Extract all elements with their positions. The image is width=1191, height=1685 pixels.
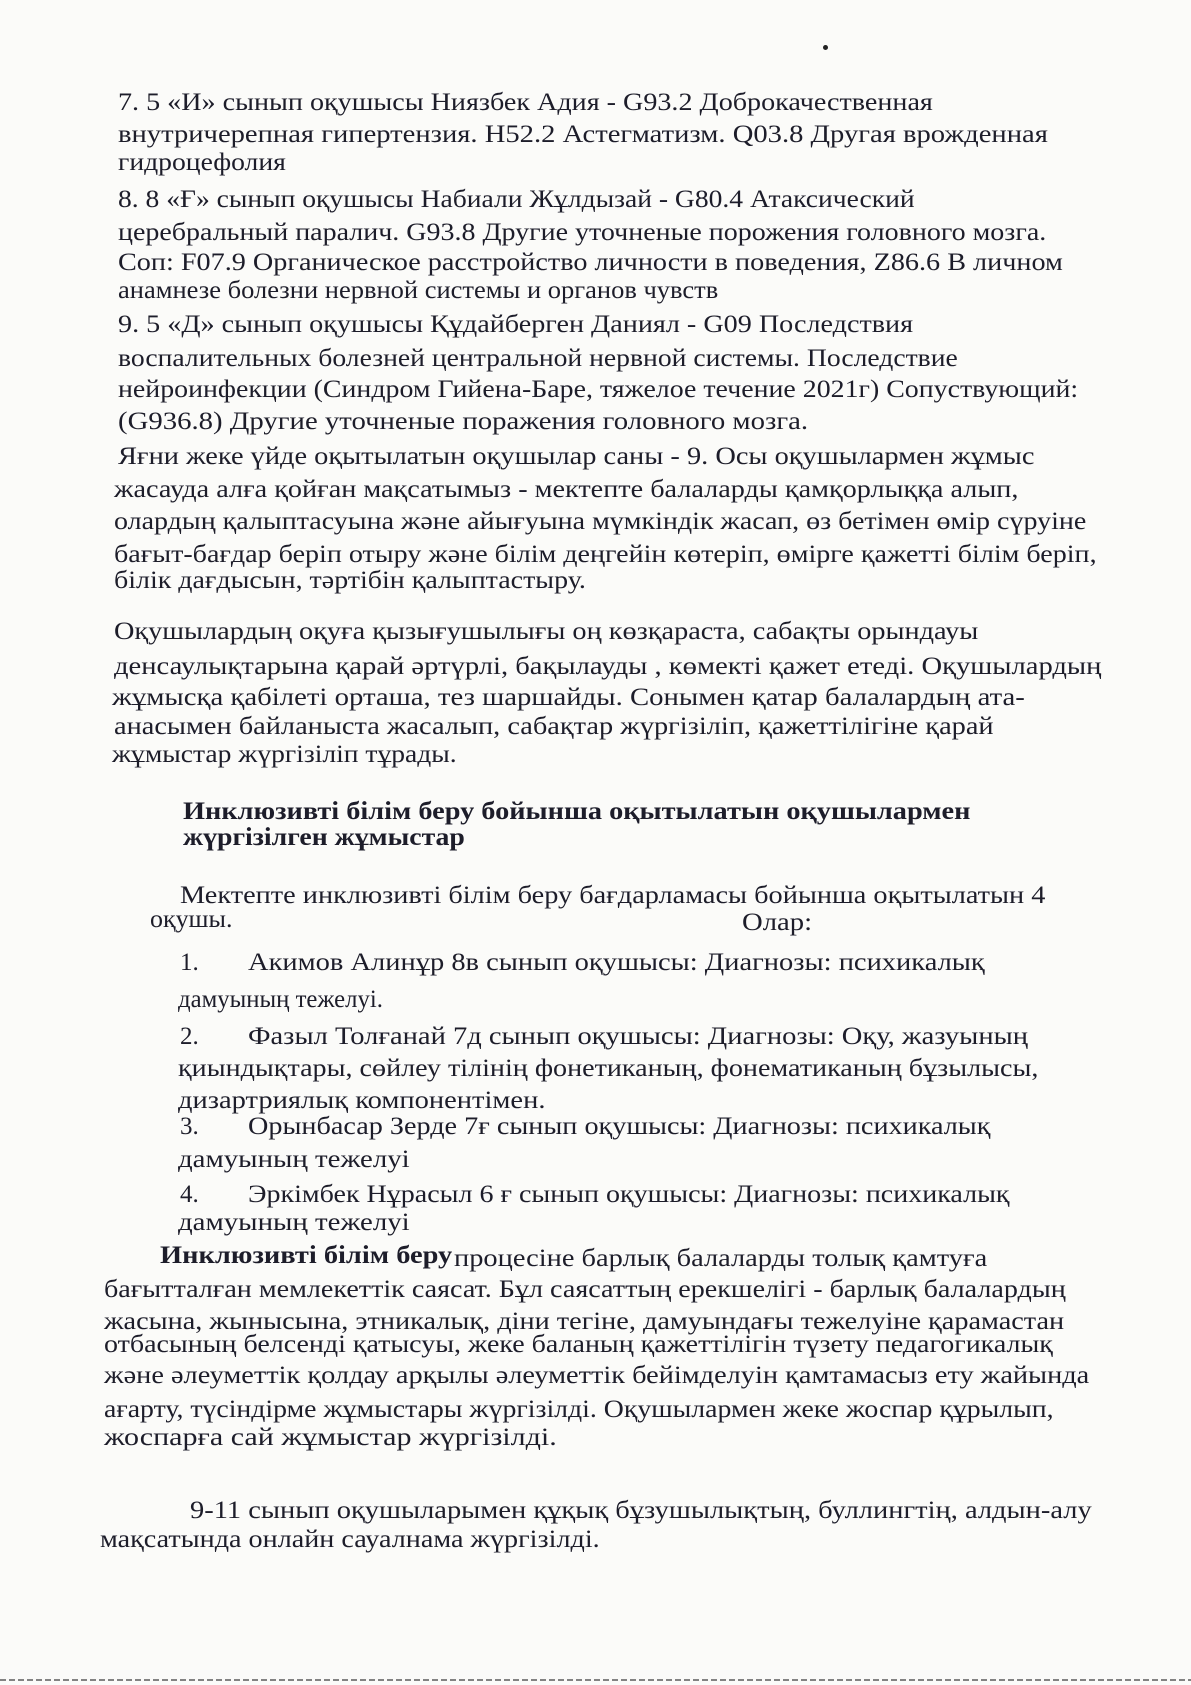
list-item-continuation: дамуының тежелуі. <box>178 986 383 1013</box>
paragraph-item7-line: гидроцефолия <box>118 149 286 176</box>
paragraph-item9-line: воспалительных болезней центральной нервной системы. Последствие <box>118 345 958 372</box>
inclusive-line: жоспарға сай жұмыстар жүргізілді. <box>104 1424 557 1451</box>
paragraph-summary-line: олардың қалыптасуына және айығуына мүмкіндік жасап, өз бетімен өмір сүруіне <box>114 508 1087 535</box>
paragraph-item8-line: 8. 8 «Ғ» сынып оқушысы Набиали Жұлдызай - G80.4 Атаксический <box>118 186 915 213</box>
paragraph-item8-line: церебральный паралич. G93.8 Другие уточненые порожения головного мозга. <box>118 219 1047 246</box>
inclusive-bold-lead: Инклюзивті білім беру <box>160 1242 453 1269</box>
list-item-first-line: Фазыл Толғанай 7д сынып оқушысы: Диагнозы: Оқу, жазуының <box>248 1023 1028 1050</box>
paragraph-item9-line: нейроинфекции (Синдром Гийена-Баре, тяжелое течение 2021г) Сопуствующий: <box>118 376 1079 403</box>
intro-line: оқушы. <box>150 906 233 933</box>
list-number: 2. <box>180 1023 199 1050</box>
paragraph-item8-line: анамнезе болезни нервной системы и органов чувств <box>118 277 719 304</box>
list-item-continuation: дамуының тежелуі <box>178 1209 410 1236</box>
scan-speck <box>823 45 828 50</box>
list-number: 4. <box>180 1181 199 1208</box>
paragraph-interest-line: Оқушылардың оқуға қызығушылығы оң көзқараста, сабақты орындауы <box>114 618 979 645</box>
list-item-continuation: дизартриялық компонентімен. <box>178 1087 546 1114</box>
section-heading-line: Инклюзивті білім беру бойынша оқытылатын оқушылармен <box>183 798 971 825</box>
list-item-continuation: дамуының тежелуі <box>178 1146 410 1173</box>
inclusive-first-line: процесіне барлық балаларды толық қамтуға <box>454 1245 988 1272</box>
intro-olar: Олар: <box>742 909 813 936</box>
paragraph-summary-line: бағыт-бағдар беріп отыру және білім деңгейін көтеріп, өмірге қажетті білім беріп, <box>114 541 1097 568</box>
paragraph-item7-line: внутричерепная гипертензия. H52.2 Астегматизм. Q03.8 Другая врожденная <box>118 121 1048 148</box>
paragraph-item9-line: 9. 5 «Д» сынып оқушысы Құдайберген Даниял - G09 Последствия <box>118 311 914 338</box>
survey-line: 9-11 сынып оқушыларымен құқық бұзушылықтың, буллингтің, алдын-алу <box>190 1497 1092 1524</box>
inclusive-line: және әлеуметтік қолдау арқылы әлеуметтік бейімделуін қамтамасыз ету жайында <box>104 1362 1090 1389</box>
paragraph-interest-line: жұмысқа қабілеті орташа, тез шаршайды. Сонымен қатар балалардың ата- <box>112 684 1025 711</box>
list-item-continuation: қиындықтары, сөйлеу тілінің фонетиканың, фонематиканың бұзылысы, <box>178 1055 1039 1082</box>
list-item-first-line: Орынбасар Зерде 7ғ сынып оқушысы: Диагнозы: психикалық <box>248 1113 991 1140</box>
list-item-first-line: Эркімбек Нұрасыл 6 ғ сынып оқушысы: Диагнозы: психикалық <box>248 1181 1010 1208</box>
inclusive-line: ағарту, түсіндірме жұмыстары жүргізілді. Оқушылармен жеке жоспар құрылып, <box>104 1396 1054 1423</box>
section-heading-line: жүргізілген жұмыстар <box>183 824 465 851</box>
inclusive-line: жасына, жынысына, этникалық, діни тегіне, дамуындағы тежелуіне қарамастан <box>104 1308 1065 1335</box>
intro-line: Мектепте инклюзивті білім беру бағдарламасы бойынша оқытылатын 4 <box>180 882 1046 909</box>
survey-line: мақсатында онлайн сауалнама жүргізілді. <box>100 1526 600 1553</box>
paragraph-item9-line: (G936.8) Другие уточненые поражения головного мозга. <box>118 408 809 435</box>
paragraph-interest-line: денсаулықтарына қарай әртүрлі, бақылауды , көмекті қажет етеді. Оқушылардың <box>114 653 1102 680</box>
inclusive-line: бағытталған мемлекеттік саясат. Бұл саясаттың ерекшелігі - барлық балалардың <box>104 1276 1066 1303</box>
inclusive-line: отбасының белсенді қатысуы, жеке баланың қажеттілігін түзету педагогикалық <box>104 1331 1053 1358</box>
page-edge-line <box>0 1679 1191 1681</box>
paragraph-summary-line: жасауда алға қойған мақсатымыз - мектепте балаларды қамқорлыққа алып, <box>114 476 1019 503</box>
paragraph-item8-line: Соп: F07.9 Органическое расстройство личности в поведения, Z86.6 В личном <box>118 249 1063 276</box>
paragraph-interest-line: жұмыстар жүргізіліп тұрады. <box>112 741 457 768</box>
list-item-first-line: Акимов Алинұр 8в сынып оқушысы: Диагнозы: психикалық <box>248 949 985 976</box>
list-number: 1. <box>180 949 199 976</box>
paragraph-summary-line: Яғни жеке үйде оқытылатын оқушылар саны - 9. Осы оқушылармен жұмыс <box>118 443 1035 470</box>
paragraph-summary-line: білік дағдысын, тәртібін қалыптастыру. <box>114 567 586 594</box>
list-number: 3. <box>180 1113 199 1140</box>
paragraph-interest-line: анасымен байланыста жасалып, сабақтар жүргізіліп, қажеттілігіне қарай <box>114 713 994 740</box>
paragraph-item7-line: 7. 5 «И» сынып оқушысы Ниязбек Адия - G93.2 Доброкачественная <box>118 89 933 116</box>
